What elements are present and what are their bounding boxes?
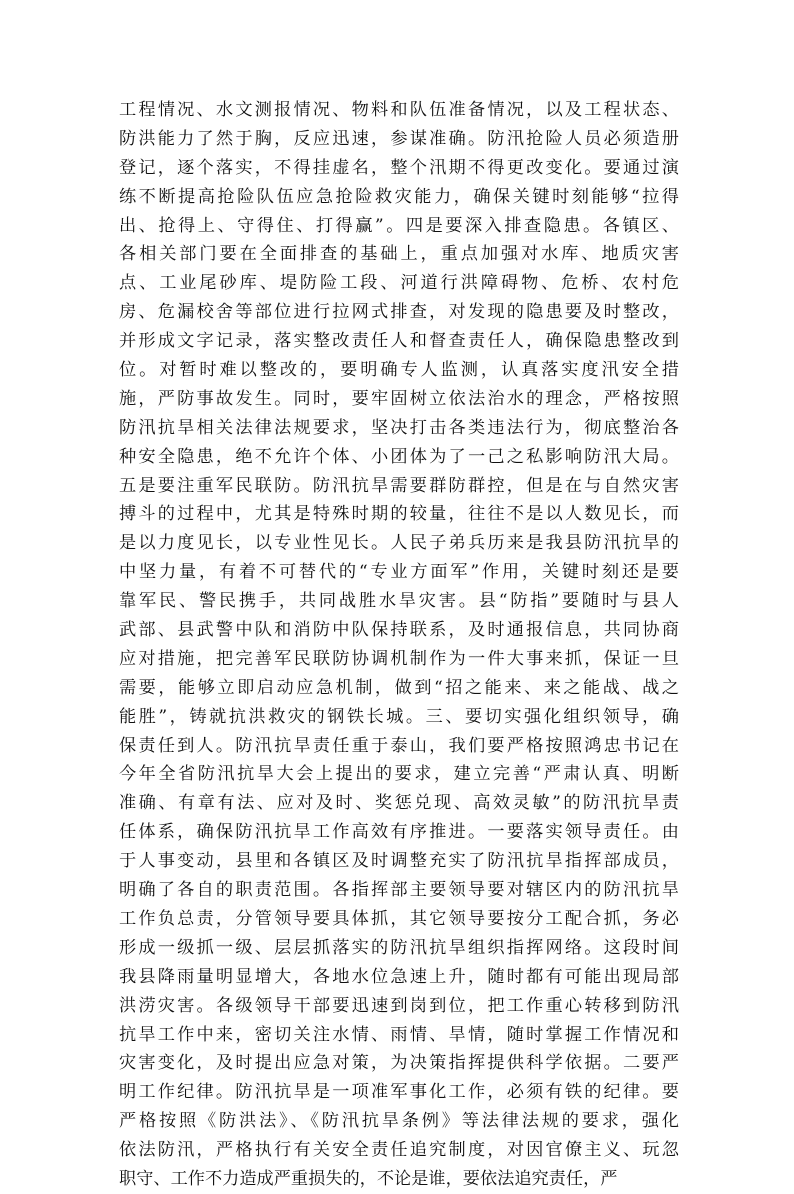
text-line: 五是要注重军民联防。防汛抗旱需要群防群控，但是在与自然灾害 bbox=[119, 475, 679, 496]
text-line: 武部、县武警中队和消防中队保持联系，及时通报信息，共同协商 bbox=[119, 620, 679, 641]
text-line: 位。对暂时难以整改的，要明确专人监测，认真落实度汛安全措 bbox=[119, 360, 679, 381]
text-line: 需要，能够立即启动应急机制，做到“招之能来、来之能战、战之 bbox=[119, 677, 679, 698]
text-line: 保责任到人。防汛抗旱责任重于泰山，我们要严格按照鸿忠书记在 bbox=[119, 735, 679, 756]
text-line: 明确了各自的职责范围。各指挥部主要领导要对辖区内的防汛抗旱 bbox=[119, 880, 679, 901]
text-line: 严格按照《防洪法》、《防汛抗旱条例》等法律法规的要求，强化 bbox=[119, 1111, 679, 1132]
text-line: 点、工业尾砂库、堤防险工段、河道行洪障碍物、危桥、农村危 bbox=[119, 273, 679, 294]
text-line: 各相关部门要在全面排查的基础上，重点加强对水库、地质灾害 bbox=[119, 244, 679, 265]
text-line: 施，严防事故发生。同时，要牢固树立依法治水的理念，严格按照 bbox=[119, 388, 679, 409]
text-line: 工作负总责，分管领导要具体抓，其它领导要按分工配合抓，务必 bbox=[119, 908, 679, 929]
text-line: 搏斗的过程中，尤其是特殊时期的较量，往往不是以人数见长，而 bbox=[119, 504, 679, 525]
text-line: 应对措施，把完善军民联防协调机制作为一件大事来抓，保证一旦 bbox=[119, 648, 679, 669]
text-line: 洪涝灾害。各级领导干部要迅速到岗到位，把工作重心转移到防汛 bbox=[119, 995, 679, 1016]
text-line: 今年全省防汛抗旱大会上提出的要求，建立完善“严肃认真、明断 bbox=[119, 764, 679, 785]
text-line: 灾害变化，及时提出应急对策，为决策指挥提供科学依据。二要严 bbox=[119, 1053, 679, 1074]
text-line: 是以力度见长，以专业性见长。人民子弟兵历来是我县防汛抗旱的 bbox=[119, 533, 679, 554]
text-line: 我县降雨量明显增大，各地水位急速上升，随时都有可能出现局部 bbox=[119, 966, 679, 987]
text-line: 能胜”，铸就抗洪救灾的钢铁长城。三、要切实强化组织领导，确 bbox=[119, 706, 679, 727]
text-line: 依法防汛，严格执行有关安全责任追究制度，对因官僚主义、玩忽 bbox=[119, 1140, 679, 1161]
text-line: 靠军民、警民携手，共同战胜水旱灾害。县“防指”要随时与县人 bbox=[119, 591, 679, 612]
text-line: 职守、工作不力造成严重损失的，不论是谁，要依法追究责任，严 bbox=[119, 1168, 618, 1189]
text-line: 明工作纪律。防汛抗旱是一项准军事化工作，必须有铁的纪律。要 bbox=[119, 1082, 679, 1103]
text-line: 种安全隐患，绝不允许个体、小团体为了一己之私影响防汛大局。 bbox=[119, 446, 679, 467]
text-line: 出、抢得上、守得住、打得赢”。四是要深入排查隐患。各镇区、 bbox=[119, 215, 679, 236]
text-line: 练不断提高抢险队伍应急抢险救灾能力，确保关键时刻能够“拉得 bbox=[119, 186, 679, 207]
text-line: 工程情况、水文测报情况、物料和队伍准备情况，以及工程状态、 bbox=[119, 100, 679, 120]
text-line: 防洪能力了然于胸，反应迅速，参谋准确。防汛抢险人员必须造册 bbox=[119, 128, 679, 149]
text-line: 抗旱工作中来，密切关注水情、雨情、旱情，随时掌握工作情况和 bbox=[119, 1024, 679, 1045]
text-line: 并形成文字记录，落实整改责任人和督查责任人，确保隐患整改到 bbox=[119, 331, 679, 352]
text-line: 任体系，确保防汛抗旱工作高效有序推进。一要落实领导责任。由 bbox=[119, 822, 679, 843]
body-text bbox=[119, 96, 679, 1194]
text-line: 登记，逐个落实，不得挂虚名，整个汛期不得更改变化。要通过演 bbox=[119, 157, 679, 178]
text-line: 准确、有章有法、应对及时、奖惩兑现、高效灵敏”的防汛抗旱责 bbox=[119, 793, 679, 814]
text-line: 房、危漏校舍等部位进行拉网式排查，对发现的隐患要及时整改， bbox=[119, 302, 679, 323]
text-line: 中坚力量，有着不可替代的“专业方面军”作用，关键时刻还是要 bbox=[119, 562, 679, 583]
text-line: 防汛抗旱相关法律法规要求，坚决打击各类违法行为，彻底整治各 bbox=[119, 417, 679, 438]
text-line: 形成一级抓一级、层层抓落实的防汛抗旱组织指挥网络。这段时间 bbox=[119, 937, 679, 958]
text-line: 于人事变动，县里和各镇区及时调整充实了防汛抗旱指挥部成员， bbox=[119, 851, 679, 872]
